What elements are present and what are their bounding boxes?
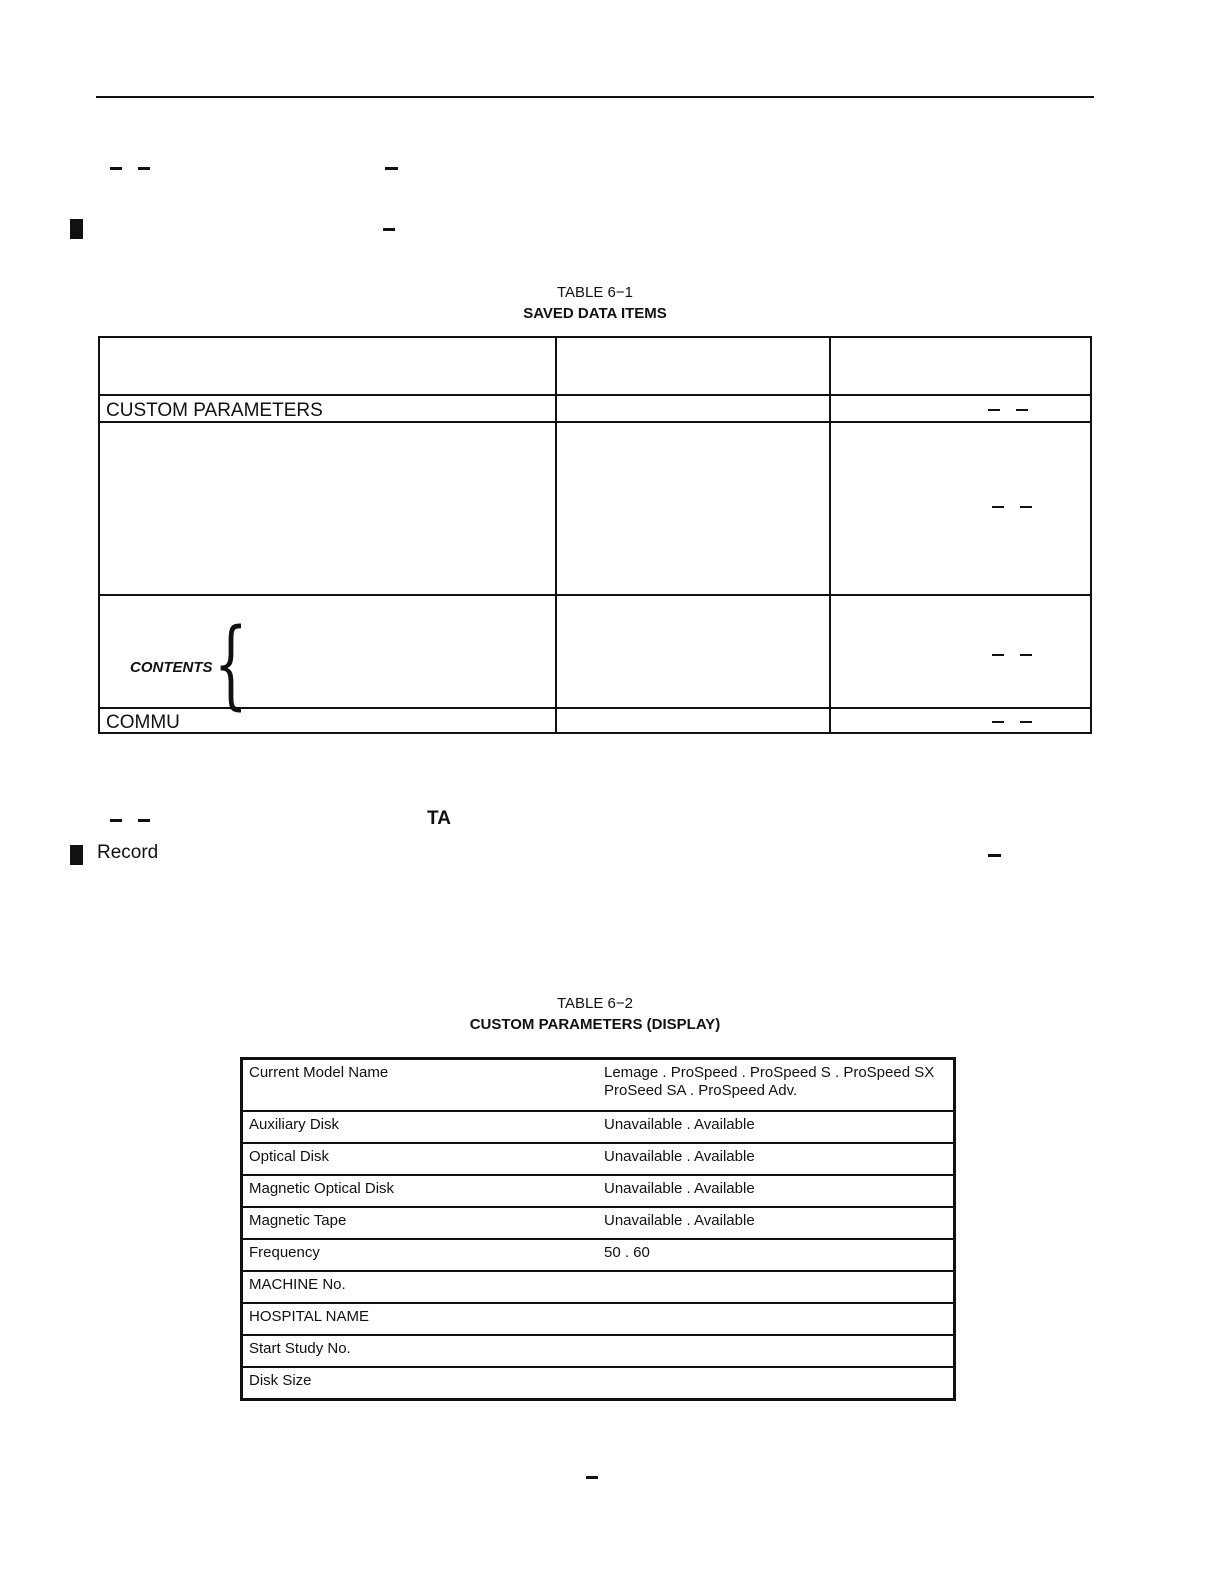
section-heading-dash [110,167,122,170]
table1-dash [1020,654,1032,656]
table-row [243,1366,953,1398]
table1-dash [988,409,1000,411]
table-row [243,1060,953,1110]
parameter-values: Unavailable . Available [604,1212,755,1229]
parameter-value-line: Lemage . ProSpeed . ProSpeed S . ProSpeed SX [604,1064,935,1081]
parameter-name: MACHINE No. [249,1276,346,1293]
parameter-values [598,1368,953,1398]
parameter-values [598,1272,953,1302]
table1-dash [992,721,1004,723]
table1-row-divider [100,707,1090,709]
parameter-name: Start Study No. [249,1340,351,1357]
section-heading-dash [138,819,150,822]
parameter-name: Magnetic Optical Disk [249,1180,395,1197]
table1-contents-label: CONTENTS [130,659,213,676]
table-row [243,1270,953,1302]
table1-dash [992,506,1004,508]
paragraph-dash [383,228,395,231]
parameter-values [598,1060,953,1110]
table-row [243,1206,953,1238]
bullet-text: Record [97,842,159,863]
parameter-name: Current Model Name [249,1064,389,1081]
table1-cell-custom-parameters: CUSTOM PARAMETERS [106,400,323,421]
parameter-name: Disk Size [249,1372,312,1389]
section-heading-dash [385,167,398,170]
curly-brace: { [214,608,248,720]
section-heading-fragment: TA [427,808,451,829]
table1-caption-title: SAVED DATA ITEMS [523,305,667,322]
parameter-values: Unavailable . Available [604,1148,755,1165]
table-row [243,1110,953,1142]
table-row [243,1238,953,1270]
table1-dash [992,654,1004,656]
parameter-values: Unavailable . Available [604,1116,755,1133]
custom-parameters-table [240,1057,956,1401]
table1-row-divider [100,394,1090,396]
table1-row-divider [100,594,1090,596]
table-row [243,1302,953,1334]
parameter-name: Optical Disk [249,1148,330,1165]
table1-cell-commu: COMMU [106,712,180,733]
table1-dash [1020,506,1032,508]
header-rule [96,96,1094,98]
saved-data-items-table [98,336,1092,734]
table1-dash [1016,409,1028,411]
parameter-values [598,1336,953,1366]
table1-dash [1020,721,1032,723]
table-row [243,1142,953,1174]
change-bar-marker [70,845,83,865]
table1-column-divider [829,338,831,732]
section-heading-dash [138,167,150,170]
parameter-name: Frequency [249,1244,320,1261]
parameter-values [598,1304,953,1334]
table2-caption-number: TABLE 6−2 [556,995,634,1012]
table-row [243,1334,953,1366]
table2-caption-title: CUSTOM PARAMETERS (DISPLAY) [469,1016,721,1033]
page-number-dash [586,1476,598,1479]
change-bar-marker [70,219,83,239]
parameter-value-line: ProSeed SA . ProSpeed Adv. [604,1082,798,1099]
parameter-values: 50 . 60 [604,1244,650,1261]
table-row [243,1174,953,1206]
parameter-name: HOSPITAL NAME [249,1308,370,1325]
table1-caption-number: TABLE 6−1 [556,284,634,301]
section-heading-dash [110,819,122,822]
paragraph-dash [988,854,1001,857]
parameter-values: Unavailable . Available [604,1180,755,1197]
parameter-name: Magnetic Tape [249,1212,347,1229]
table1-column-divider [555,338,557,732]
parameter-name: Auxiliary Disk [249,1116,340,1133]
